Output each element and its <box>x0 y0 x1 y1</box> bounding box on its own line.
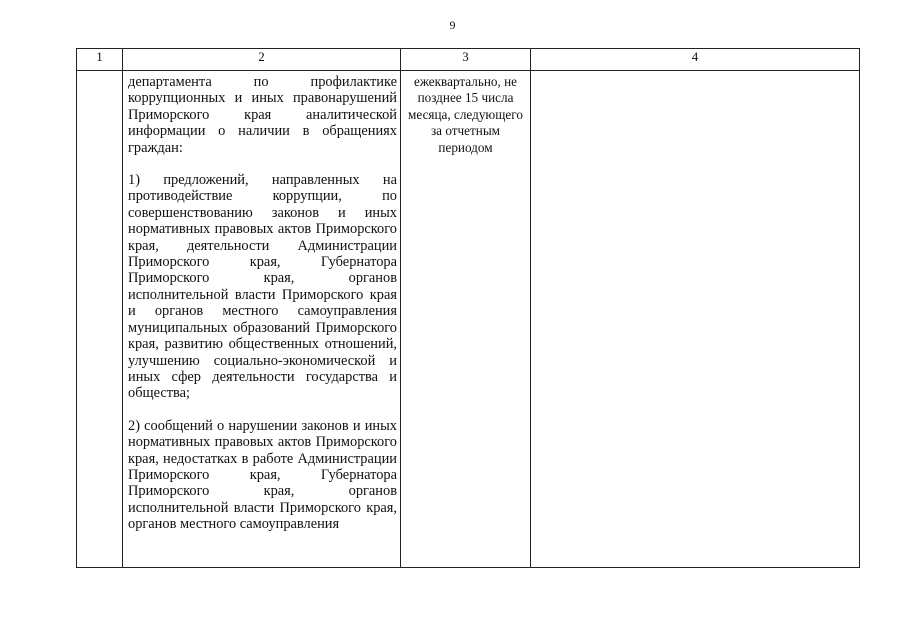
description-paragraph-violations: 2) сообщений о нарушении законов и иных нормативных правовых актов Приморского края, недостатках в работе Администрации Приморского края, Губернатора Приморского края, органов исполнительной власти Приморского края, органов местного самоуправления <box>128 417 397 533</box>
page-number: 9 <box>449 18 456 32</box>
cell-description <box>123 71 401 568</box>
column-header-1: 1 <box>77 49 123 71</box>
deadline-text: ежеквартально, не позднее 15 числа месяца, следующего за отчетным периодом <box>408 74 523 155</box>
column-header-3: 3 <box>401 49 531 71</box>
cell-responsible <box>531 71 860 568</box>
table-header-row <box>77 49 860 71</box>
cell-number <box>77 71 123 568</box>
description-paragraph-proposals: 1) предложений, направленных на противодействие коррупции, по совершенствованию законов и иных нормативных правовых актов Приморского края, деятельности Администрации Приморского края, Губернатора Приморского края, органов исполнительной власти Приморского края и органов местного самоуправления муниципальных образований Приморского края, развитию общественных отношений, улучшению социально-экономической и иных сфер деятельности государства и общества; <box>128 172 397 402</box>
column-header-4: 4 <box>531 49 860 71</box>
cell-deadline <box>401 71 531 568</box>
measures-table <box>76 48 860 568</box>
description-paragraph-intro: департамента по профилактике коррупционных и иных правонарушений Приморского края аналитической информации о наличии в обращениях граждан: <box>128 74 397 156</box>
column-header-2: 2 <box>123 49 401 71</box>
table-row <box>77 71 860 568</box>
